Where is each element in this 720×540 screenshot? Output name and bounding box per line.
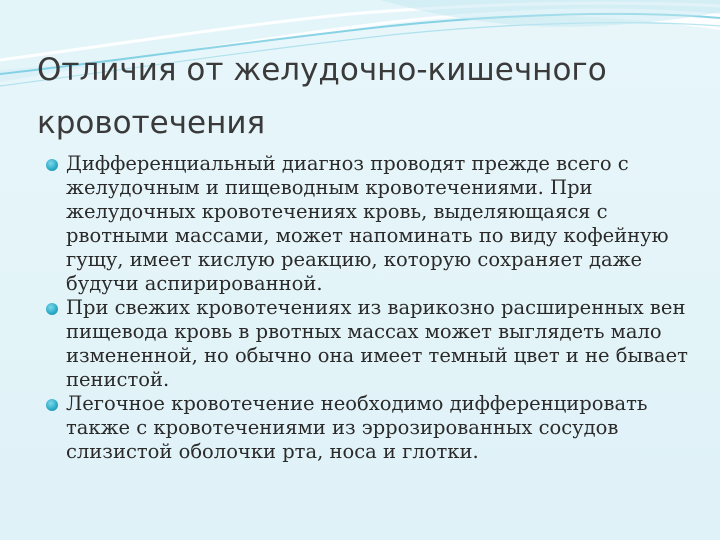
bullet-circle-icon: [46, 303, 58, 315]
bullet-list: [46, 152, 696, 464]
bullet-text: При свежих кровотечениях из варикозно расширенных вен пищевода кровь в рвотных массах может выглядеть мало измененной, но обычно она имеет темный цвет и не бывает пенистой.: [66, 296, 688, 391]
bullet-text: Дифференциальный диагноз проводят прежде всего с желудочным и пищеводным кровотечениями. При желудочных кровотечениях кровь, выделяющаяся с рвотными массами, может напоминать по виду кофейную гущу, имеет кислую реакцию, которую сохраняет даже будучи аспирированной.: [66, 152, 669, 295]
bullet-circle-icon: [46, 399, 58, 411]
bullet-item: [46, 296, 696, 392]
bullet-text: Легочное кровотечение необходимо дифференцировать также с кровотечениями из эррозированных сосудов слизистой оболочки рта, носа и глотки.: [66, 392, 648, 463]
bullet-item: [46, 392, 696, 464]
bullet-circle-icon: [46, 159, 58, 171]
bullet-item: [46, 152, 696, 296]
slide-title: Отличия от желудочно-кишечного кровотечения: [37, 52, 607, 141]
